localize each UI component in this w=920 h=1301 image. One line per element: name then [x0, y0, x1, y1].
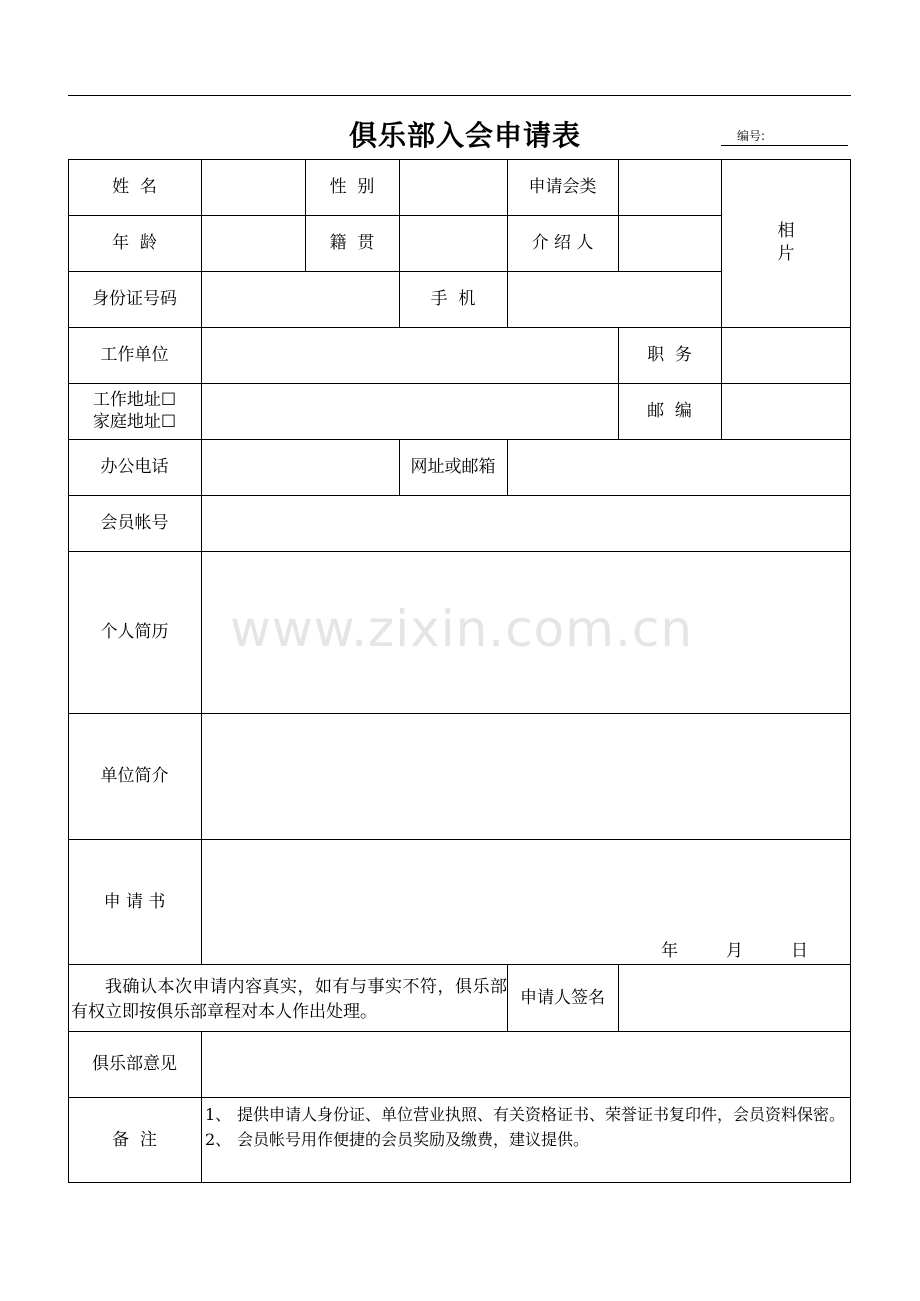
company-profile-label: 单位简介 — [100, 766, 169, 786]
club-opinion-label: 俱乐部意见 — [92, 1054, 177, 1074]
address-input[interactable] — [202, 384, 618, 439]
member-account-label: 会员帐号 — [100, 513, 169, 533]
applicant-signature-input[interactable] — [619, 965, 851, 1031]
position-input[interactable] — [722, 328, 851, 383]
age-input[interactable] — [202, 216, 305, 271]
employer-input[interactable] — [202, 328, 618, 383]
form-title: 俱乐部入会申请表 — [348, 119, 581, 152]
photo-label-line1: 相 — [777, 221, 795, 241]
resume-label: 个人简历 — [100, 622, 169, 642]
referrer-input[interactable] — [619, 216, 721, 271]
remarks-notes — [205, 1102, 853, 1152]
employer-label: 工作单位 — [100, 345, 169, 365]
application-letter-textarea[interactable] — [202, 840, 851, 964]
resume-textarea[interactable] — [202, 552, 851, 713]
referrer-label: 介 绍 人 — [531, 233, 594, 253]
serial-number-field[interactable] — [721, 126, 848, 146]
applicant-signature-label: 申请人签名 — [520, 987, 605, 1008]
id-number-input[interactable] — [202, 272, 399, 327]
date-year-label: 年 — [661, 941, 678, 961]
date-day-label: 日 — [791, 941, 808, 961]
gender-label: 性 别 — [329, 177, 375, 197]
date-month-label: 月 — [726, 941, 743, 961]
watermark: www.zixin.com.cn — [230, 600, 694, 658]
office-phone-input[interactable] — [202, 440, 399, 495]
postcode-input[interactable] — [722, 384, 851, 439]
website-email-input[interactable] — [508, 440, 851, 495]
serial-number-label: 编号: — [737, 129, 766, 143]
gender-input[interactable] — [400, 160, 507, 215]
position-label: 职 务 — [647, 345, 692, 365]
native-place-label: 籍 贯 — [329, 233, 375, 253]
home-address-checkbox-label[interactable]: 家庭地址☐ — [92, 412, 177, 432]
photo-box[interactable] — [721, 159, 851, 327]
address-type-label — [68, 383, 201, 439]
native-place-input[interactable] — [400, 216, 507, 271]
note-number: 1、 — [205, 1105, 232, 1124]
work-address-checkbox-label[interactable]: 工作地址☐ — [92, 390, 177, 410]
photo-label-line2: 片 — [777, 244, 795, 264]
mobile-input[interactable] — [508, 272, 721, 327]
note-text: 提供申请人身份证、单位营业执照、有关资格证书、荣誉证书复印件，会员资料保密。 — [237, 1105, 846, 1124]
declaration-text — [71, 975, 507, 1025]
note-number: 2、 — [205, 1130, 232, 1149]
mobile-label: 手 机 — [430, 289, 476, 309]
club-opinion-input[interactable] — [202, 1032, 851, 1097]
name-label: 姓 名 — [112, 177, 157, 197]
membership-type-label: 申请会类 — [528, 177, 597, 197]
age-label: 年 龄 — [112, 233, 157, 253]
office-phone-label: 办公电话 — [100, 457, 169, 477]
name-input[interactable] — [202, 160, 305, 215]
id-number-label: 身份证号码 — [92, 289, 177, 309]
website-email-label: 网址或邮箱 — [410, 457, 496, 477]
application-letter-label: 申 请 书 — [103, 891, 166, 912]
note-item — [205, 1102, 853, 1127]
note-text: 会员帐号用作便捷的会员奖励及缴费，建议提供。 — [237, 1130, 590, 1149]
membership-type-input[interactable] — [619, 160, 721, 215]
note-item — [205, 1127, 853, 1152]
member-account-input[interactable] — [202, 496, 851, 551]
postcode-label: 邮 编 — [647, 401, 692, 421]
company-profile-textarea[interactable] — [202, 714, 851, 839]
remarks-label: 备 注 — [112, 1130, 157, 1150]
top-rule — [68, 95, 851, 96]
declaration-content: 我确认本次申请内容真实，如有与事实不符，俱乐部有权立即按俱乐部章程对本人作出处理。 — [71, 977, 507, 1022]
